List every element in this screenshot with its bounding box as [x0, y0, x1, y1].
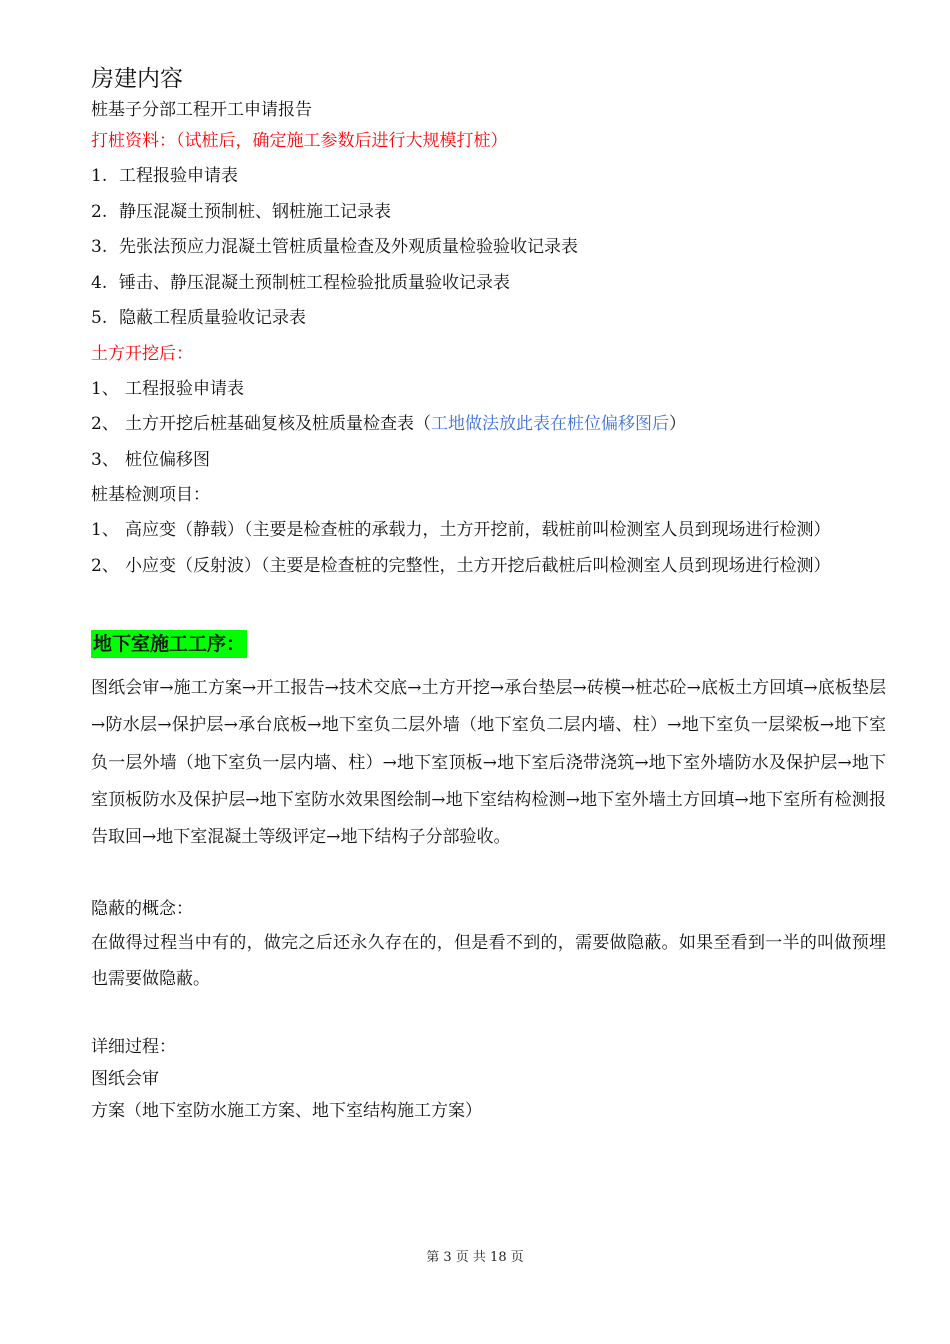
list-tail: ） [669, 414, 686, 434]
list-number: 1、 [91, 378, 119, 399]
list-number: 3. [91, 237, 108, 257]
list-text: 小应变（反射波）（主要是检查桩的完整性，土方开挖后截桩后叫检测室人员到现场进行检测） [125, 555, 831, 576]
list-text: 工程报验申请表 [125, 378, 244, 399]
list-item [91, 372, 891, 408]
list-number: 5. [91, 308, 108, 328]
list-number: 3、 [91, 449, 119, 470]
list-number: 2. [91, 201, 108, 222]
list-text: 隐蔽工程质量验收记录表 [119, 308, 306, 328]
concealed-text: 在做得过程当中有的，做完之后还永久存在的，但是看不到的，需要做隐蔽。如果至看到一半的叫做预埋也需要做隐蔽。 [91, 933, 886, 990]
list-item [91, 266, 891, 302]
list-text: 先张法预应力混凝土管桩质量检查及外观质量检验验收记录表 [119, 237, 578, 257]
list-text: 高应变（静载）（主要是检查桩的承载力，土方开挖前，载桩前叫检测室人员到现场进行检测） [125, 520, 831, 540]
list-note: 工地做法放此表在桩位偏移图后 [431, 414, 669, 434]
list-text: 静压混凝土预制桩、钢桩施工记录表 [119, 201, 391, 222]
doc-subtitle: 桩基子分部工程开工申请报告 [91, 100, 312, 120]
spacer [91, 584, 891, 618]
inspection-list [91, 513, 891, 584]
page-footer: 第 3 页 共 18 页 [426, 1250, 524, 1265]
list-number: 2、 [91, 414, 119, 434]
detail-line: 图纸会审 [91, 1069, 159, 1090]
detail-line: 方案（地下室防水施工方案、地下室结构施工方案） [91, 1101, 482, 1122]
piling-heading [91, 124, 891, 159]
list-item [91, 513, 891, 549]
list-item [91, 301, 891, 337]
list-item [91, 230, 891, 266]
list-text: 锤击、静压混凝土预制桩工程检验批质量验收记录表 [119, 272, 510, 293]
list-number: 1、 [91, 520, 119, 540]
list-text: 工程报验申请表 [119, 166, 238, 186]
list-item [91, 443, 891, 479]
list-item [91, 195, 891, 231]
piling-note: （试桩后，确定施工参数后进行大规模打桩） [176, 131, 508, 151]
list-number: 1. [91, 166, 108, 186]
list-text: 土方开挖后桩基础复核及桩质量检查表（ [125, 414, 431, 434]
basement-process: 图纸会审→施工方案→开工报告→技术交底→土方开挖→承台垫层→砖模→桩芯砼→底板土方回填→底板垫层→防水层→保护层→承台底板→地下室负二层外墙（地下室负二层内墙、柱）→地下室负一层梁板→地下室负一层外墙（地下室负一层内墙、柱）→地下室顶板→地下室后浇带浇筑→地下室外墙防水及保护层→地下室顶板防水及保护层→地下室防水效果图绘制→地下室结构检测→地下室外墙土方回填→地下室所有检测报告取回→地下室混凝土等级评定→地下结构子分部验收。 [91, 678, 886, 848]
list-number: 4. [91, 272, 108, 293]
concealed-heading: 隐蔽的概念： [91, 899, 193, 920]
piling-label: 打桩资料： [91, 131, 176, 151]
detail-heading: 详细过程： [91, 1037, 176, 1058]
document-page [91, 62, 891, 1127]
doc-title: 房建内容 [91, 66, 183, 92]
list-item [91, 159, 891, 195]
list-item [91, 549, 891, 585]
spacer [91, 997, 891, 1031]
list-number: 2、 [91, 555, 119, 576]
earthwork-heading: 土方开挖后： [91, 343, 193, 364]
basement-heading-row [91, 618, 891, 670]
piling-list [91, 159, 891, 337]
earthwork-list [91, 372, 891, 479]
spacer [91, 856, 891, 893]
inspection-heading: 桩基检测项目： [91, 485, 210, 505]
list-item [91, 407, 891, 443]
basement-heading: 地下室施工工序： [91, 630, 247, 658]
list-text: 桩位偏移图 [125, 449, 210, 470]
